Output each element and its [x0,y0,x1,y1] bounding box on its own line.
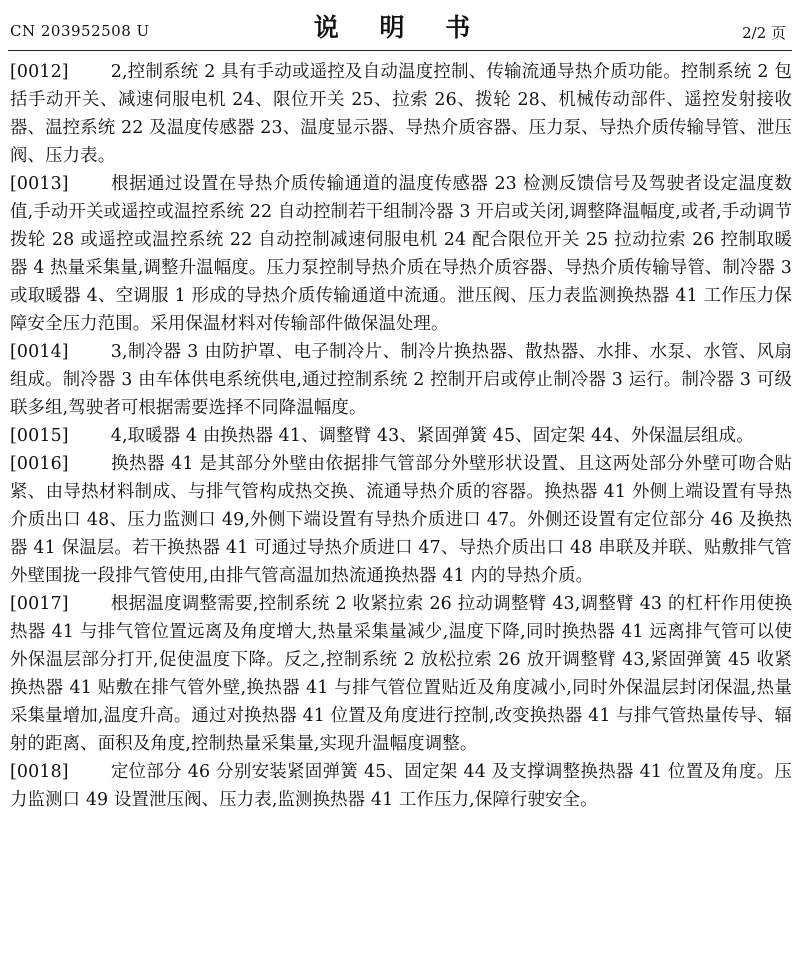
page-header [8,8,792,40]
paragraph-number: [0013] [10,174,69,194]
paragraph-0017 [10,590,792,758]
paragraph-number: [0015] [10,426,69,446]
paragraph-number: [0018] [10,762,69,782]
paragraph-text: 根据温度调整需要,控制系统 2 收紧拉索 26 拉动调整臂 43,调整臂 43 的杠杆作用使换热器 41 与排气管位置远离及角度增大,热量采集量减少,温度下降,同时换热器 41 远离排气管可以使外保温层部分打开,促使温度下降。反之,控制系统 2 放松拉索 26 放开调整臂 43,紧固弹簧 45 收紧换热器 41 贴敷在排气管外壁,换热器 41 与排气管位置贴近及角度减小,同时外保温层封闭保温,热量采集量增加,温度升高。通过对换热器 41 位置及角度进行控制,改变换热器 41 与排气管热量传导、辐射的距离、面积及角度,控制热量采集量,实现升温幅度调整。 [10,594,792,754]
paragraph-0014 [10,338,792,422]
paragraph-0015 [10,422,792,450]
paragraph-0018 [10,758,792,814]
paragraph-0012 [10,58,792,170]
paragraph-number: [0014] [10,342,69,362]
paragraph-text: 根据通过设置在导热介质传输通道的温度传感器 23 检测反馈信号及驾驶者设定温度数值,手动开关或遥控或温控系统 22 自动控制若干组制冷器 3 开启或关闭,调整降温幅度,或者,手动调节拨轮 28 或遥控或温控系统 22 自动控制减速伺服电机 24 配合限位开关 25 拉动拉索 26 控制取暖器 4 热量采集量,调整升温幅度。压力泵控制导热介质在导热介质容器、导热介质传输导管、制冷器 3 或取暖器 4、空调服 1 形成的导热介质传输通道中流通。泄压阀、压力表监测换热器 41 工作压力保障安全压力范围。采用保温材料对传输部件做保温处理。 [10,174,792,334]
paragraph-text: 定位部分 46 分别安装紧固弹簧 45、固定架 44 及支撑调整换热器 41 位置及角度。压力监测口 49 设置泄压阀、压力表,监测换热器 41 工作压力,保障行驶安全。 [10,762,792,810]
document-number: CN 203952508 U [10,22,150,40]
document-title: 说 明 书 [313,13,487,42]
paragraph-text: 2,控制系统 2 具有手动或遥控及自动温度控制、传输流通导热介质功能。控制系统 2 包括手动开关、减速伺服电机 24、限位开关 25、拉索 26、拨轮 28、机械传动部件、遥控发射接收器、温控系统 22 及温度传感器 23、温度显示器、导热介质容器、压力泵、导热介质传输导管、泄压阀、压力表。 [10,62,792,166]
paragraph-0016 [10,450,792,590]
paragraph-number: [0012] [10,62,69,82]
page-indicator: 2/2 页 [742,24,786,42]
paragraph-text: 换热器 41 是其部分外壁由依据排气管部分外壁形状设置、且这两处部分外壁可吻合贴紧、由导热材料制成、与排气管构成热交换、流通导热介质的容器。换热器 41 外侧上端设置有导热介质出口 48、压力监测口 49,外侧下端设置有导热介质进口 47。外侧还设置有定位部分 46 及换热器 41 保温层。若干换热器 41 可通过导热介质进口 47、导热介质出口 48 串联及并联、贴敷排气管外壁围拢一段排气管使用,由排气管高温加热流通换热器 41 内的导热介质。 [10,454,792,586]
paragraph-text: 3,制冷器 3 由防护罩、电子制冷片、制冷片换热器、散热器、水排、水泵、水管、风扇组成。制冷器 3 由车体供电系统供电,通过控制系统 2 控制开启或停止制冷器 3 运行。制冷器 3 可级联多组,驾驶者可根据需要选择不同降温幅度。 [10,342,792,418]
paragraph-text: 4,取暖器 4 由换热器 41、调整臂 43、紧固弹簧 45、固定架 44、外保温层组成。 [110,426,754,446]
paragraph-0013 [10,170,792,338]
paragraph-number: [0016] [10,454,69,474]
header-rule [8,50,792,51]
description-body [10,58,792,814]
paragraph-number: [0017] [10,594,69,614]
